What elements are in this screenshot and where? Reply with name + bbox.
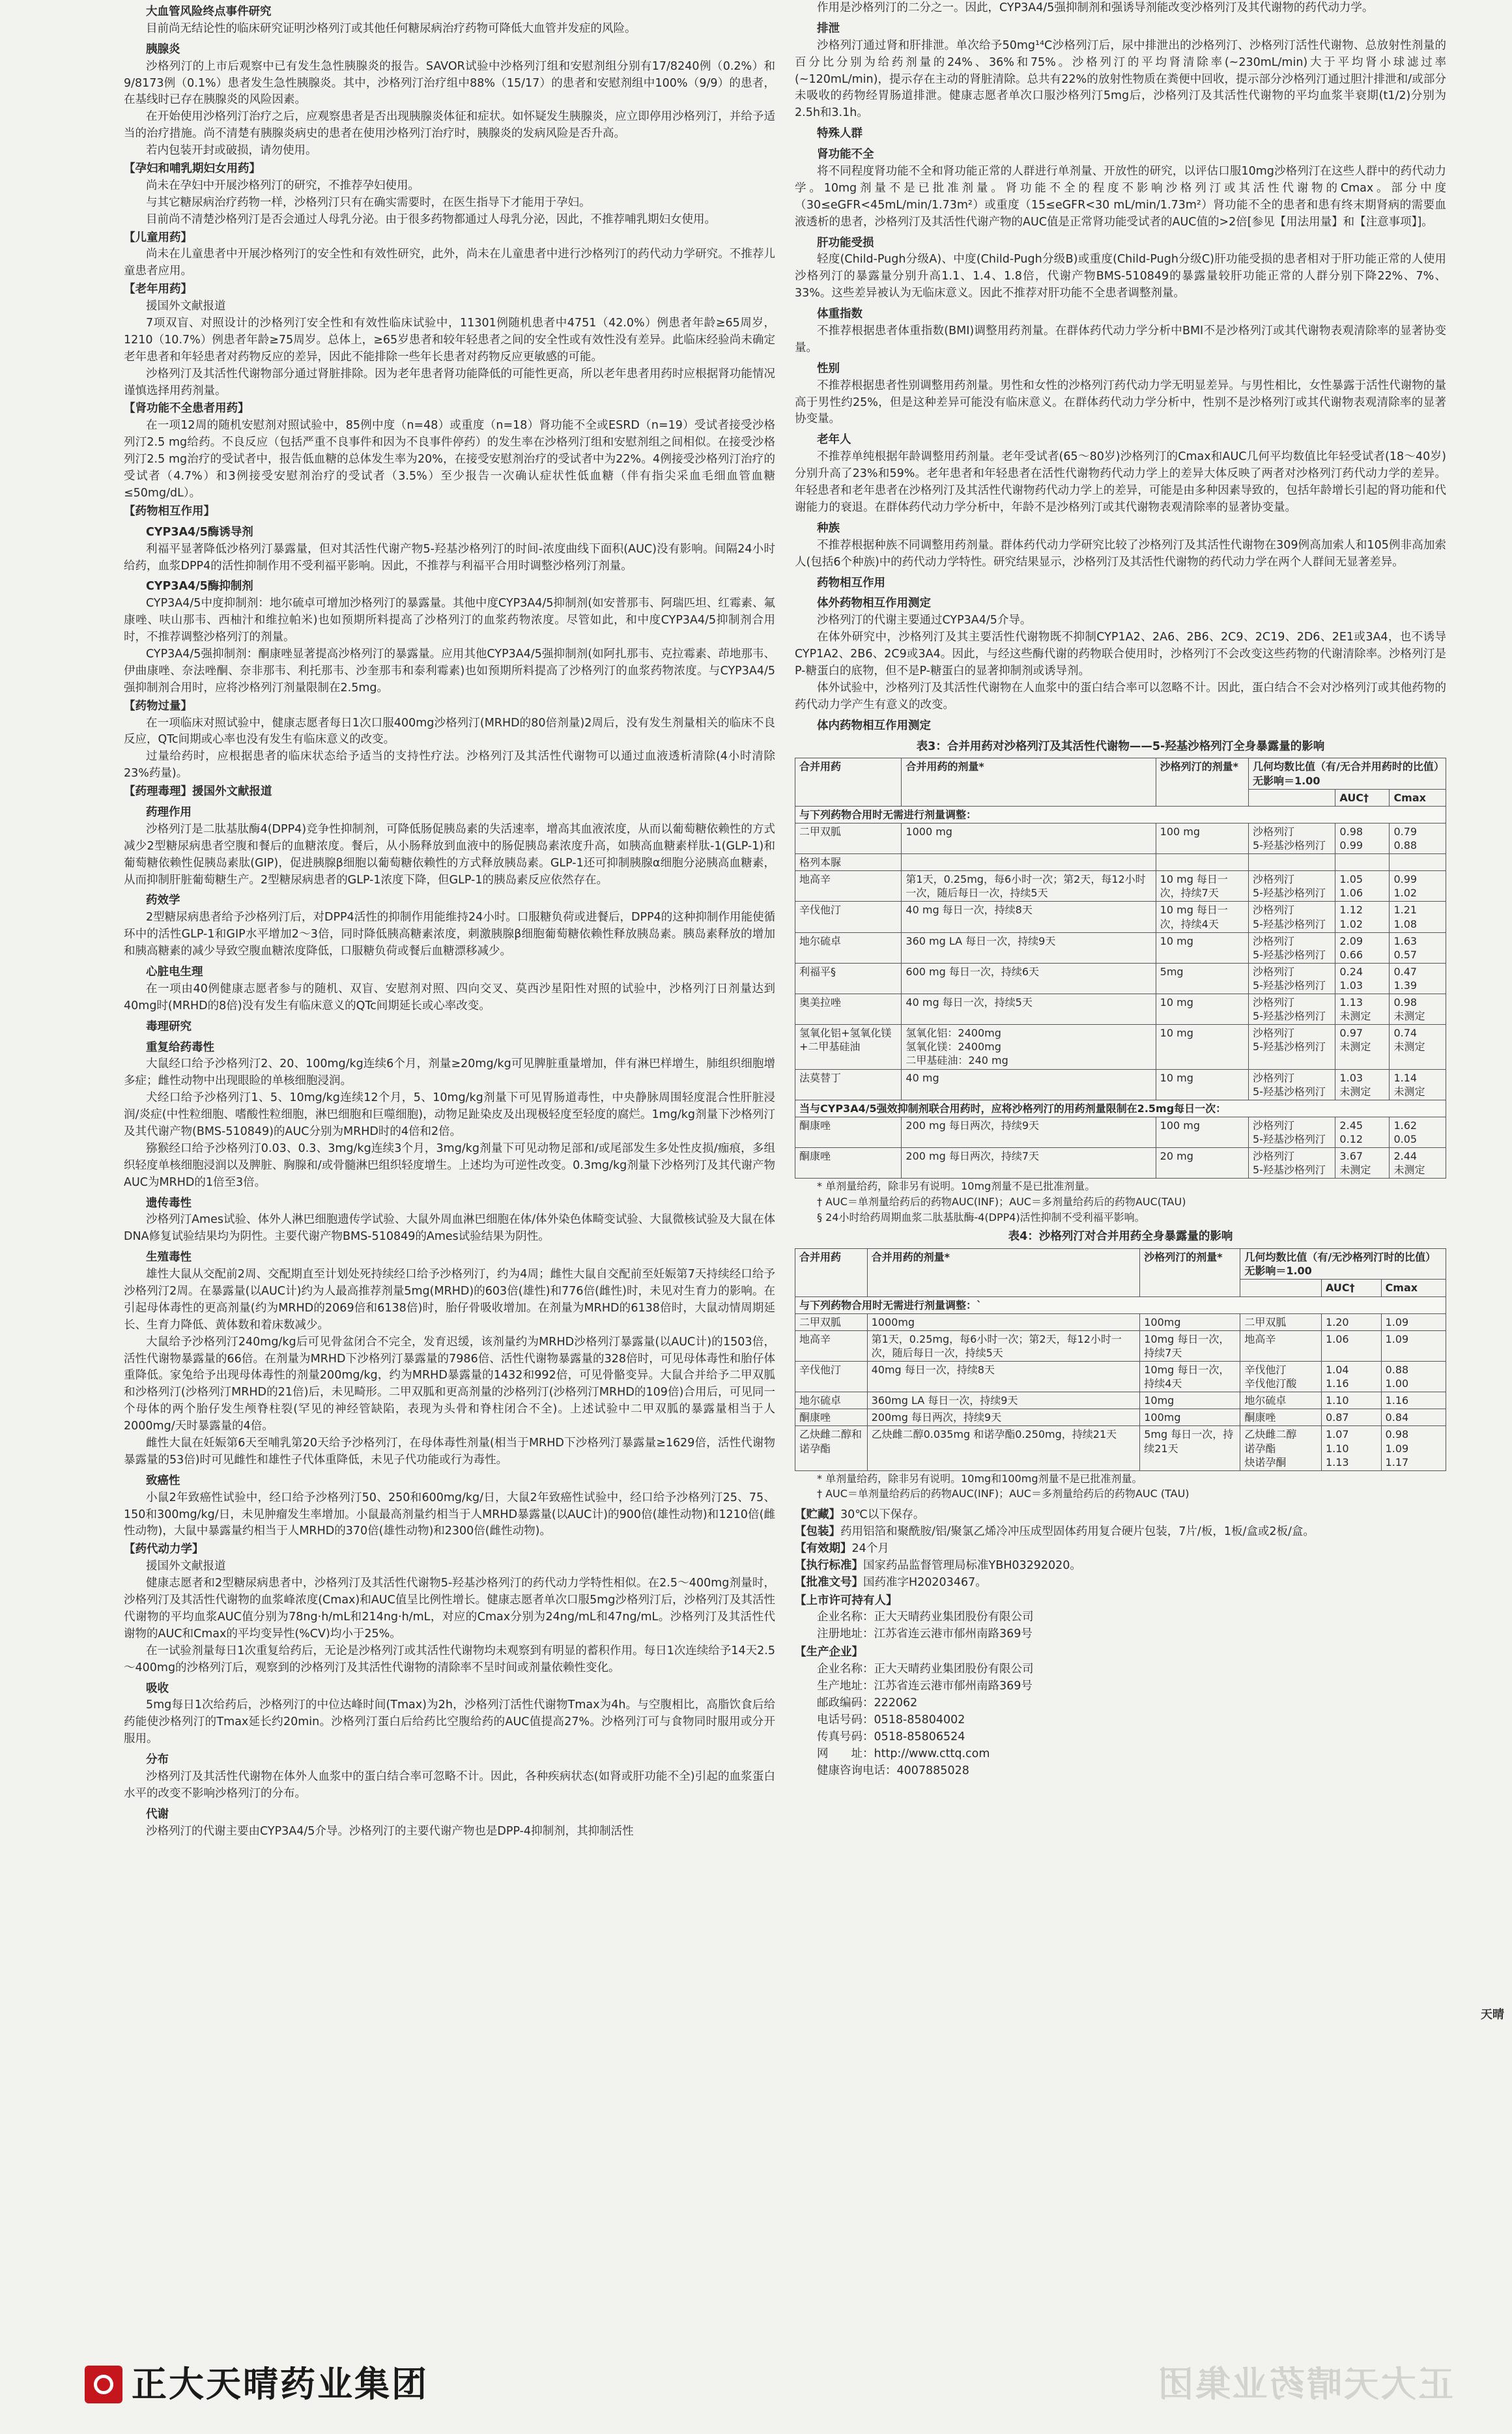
subsection-heading: 老年人: [817, 433, 851, 447]
table-cell: 酮康唑: [795, 1409, 868, 1426]
info-value: 药用铝箔和聚酰胺/铝/聚氯乙烯冷冲压成型固体药用复合硬片包装，7片/板，1板/盒或2板/盒。: [840, 1525, 1315, 1539]
table-row: [795, 1409, 1446, 1426]
table-cell: 600 mg 每日一次，持续6天: [902, 963, 1156, 994]
table-cell: 1.03 未测定: [1335, 1069, 1390, 1100]
info-line: [817, 1695, 1446, 1712]
table-3-title: 表3：合并用药对沙格列汀及其活性代谢物——5-羟基沙格列汀全身暴露量的影响: [916, 739, 1325, 753]
subsection-heading: CYP3A4/5酶抑制剂: [146, 580, 253, 594]
table-cell: 二甲双胍: [795, 823, 902, 853]
table-cell: [1156, 854, 1248, 871]
col-header: 沙格列汀的剂量*: [1156, 758, 1248, 806]
table-4-grid: [795, 1248, 1446, 1471]
table-cell: 1.16: [1381, 1392, 1446, 1409]
info-label: 网 址：: [817, 1747, 874, 1760]
paragraph: 大鼠经口给予沙格列汀2、20、100mg/kg连续6个月，剂量≥20mg/kg可见脾脏重量增加，伴有淋巴样增生，肺组织细胞增多症；雌性动物中出现眼睑的单核细胞浸润。: [124, 1057, 775, 1088]
subsection-heading: CYP3A4/5酶诱导剂: [146, 525, 253, 539]
subsection-heading: 吸收: [146, 1682, 169, 1695]
paragraph: 沙格列汀是二肽基肽酶4(DPP4)竞争性抑制剂，可降低肠促胰岛素的失活速率，增高其血液浓度，从而以葡萄糖依赖性的方式减少2型糖尿病患者空腹和餐后的血糖浓度。餐后，从小肠释放到血液中的肠促胰岛素浓度升高，如胰高血糖素样肽-1(GLP-1)和葡萄糖依赖性促胰岛素肽(GIP)，促进胰腺β细胞以葡萄糖依赖性的方式释放胰岛素。GLP-1还可抑制胰腺α细胞分泌胰高血糖素，从而抑制肝脏葡萄糖生产。2型糖尿病患者的GLP-1浓度下降，但GLP-1的胰岛素反应依然存在。: [124, 822, 775, 887]
table-cell: 40 mg: [902, 1069, 1156, 1100]
table-cell: 法莫替丁: [795, 1069, 902, 1100]
info-value: 正大天晴药业集团股份有限公司: [874, 1611, 1034, 1624]
table-note: † AUC＝单剂量给药后的药物AUC(INF)；AUC＝多剂量给药后的药物AUC (TAU): [817, 1487, 1190, 1500]
table-cell: 1.09: [1381, 1330, 1446, 1361]
product-info: [795, 1502, 1446, 1779]
table-cell: 地尔硫卓: [1240, 1392, 1322, 1409]
paragraph: 沙格列汀的代谢主要由CYP3A4/5介导。沙格列汀的主要代谢产物也是DPP-4抑制剂，其抑制活性: [146, 1824, 634, 1838]
table-cell: 沙格列汀 5-羟基沙格列汀: [1248, 994, 1335, 1025]
paragraph: 在一项12周的随机安慰剂对照试验中，85例中度（n=48）或重度（n=18）肾功能不全或ESRD（n=19）受试者接受沙格列汀2.5 mg给药。不良反应（包括严重不良事件和因为不良事件停药）的发生率在沙格列汀组和安慰剂组之间相似。在接受沙格列汀2.5 mg治疗的受试者中，报告低血糖的总体发生率为20%，在接受安慰剂治疗的受试者中为22%。4例接受沙格列汀治疗的受试者（4.7%）和3例接受安慰剂治疗的受试者（3.5%）至少报告一次确认症状性低血糖（伴有指尖采血毛细血管血糖≤50mg/dL）。: [124, 419, 775, 500]
table-cell: 氢氧化铝：2400mg 氢氧化镁：2400mg 二甲基硅油：240 mg: [902, 1025, 1156, 1069]
subsection-heading: 生殖毒性: [146, 1251, 192, 1265]
mirrored-logo: 正大天晴药业集团: [1156, 2364, 1453, 2405]
section-heading: 【孕妇和哺乳期妇女用药】: [124, 162, 261, 176]
table-cell: 5mg 每日一次，持续21天: [1140, 1426, 1240, 1470]
table-cell: 2.44 未测定: [1390, 1148, 1446, 1179]
subsection-heading: 药物相互作用: [817, 576, 885, 590]
info-heading: 【批准文号】: [795, 1575, 863, 1589]
table-cell: 1000 mg: [902, 823, 1156, 853]
side-mark: 天晴: [1481, 2008, 1504, 2022]
paragraph: 不推荐单纯根据年龄调整用药剂量。老年受试者(65～80岁)沙格列汀的Cmax和AUC几何平均数值比年轻受试者(18～40岁)分别升高了23%和59%。老年患者和年轻患者在活性代谢物药代动力学上的差异大体反映了两者对沙格列汀药代动力学的差异。年轻患者和老年患者在沙格列汀及其活性代谢物药代动力学上的差异，可能是由多种因素导致的，包括年龄增长引起的肾功能和代谢能力的衰退。在群体药代动力学分析中，年龄不是沙格列汀或其代谢物表观清除率的显著协变量。: [795, 450, 1446, 514]
section-heading: 【儿童用药】: [124, 231, 192, 244]
table-row: [795, 1025, 1446, 1069]
table-cell: 20 mg: [1156, 1148, 1248, 1179]
info-value: 0518-85806524: [874, 1730, 965, 1743]
section-heading: 【老年用药】: [124, 283, 192, 296]
table-cell: [902, 854, 1156, 871]
table-row: [795, 854, 1446, 871]
table-section-row: [795, 1100, 1446, 1117]
subsection-heading: 遗传毒性: [146, 1196, 192, 1210]
right-column: [795, 0, 1446, 1779]
table-cell: 40mg 每日一次，持续8天: [867, 1362, 1140, 1392]
table-cell: 乙炔雌二醇 诺孕酯 炔诺孕酮: [1240, 1426, 1322, 1470]
table-note: * 单剂量给药，除非另有说明。10mg和100mg剂量不是已批准剂量。: [817, 1472, 1143, 1485]
table-section-row: [795, 1296, 1446, 1313]
info-label: 生产地址：: [817, 1680, 874, 1693]
table-row: [795, 963, 1446, 994]
table-cell: 0.97 未测定: [1335, 1025, 1390, 1069]
info-label: 注册地址：: [817, 1627, 874, 1641]
paragraph: 在体外研究中，沙格列汀及其主要活性代谢物既不抑制CYP1A2、2A6、2B6、2C9、2C19、2D6、2E1或3A4，也不诱导CYP1A2、2B6、2C9或3A4。因此，与经这些酶代谢的药物联合使用时，沙格列汀不会改变这些药物的代谢清除率。沙格列汀是P-糖蛋白的底物，但不是P-糖蛋白的显著抑制剂或诱导剂。: [795, 631, 1446, 678]
table-cell: 100mg: [1140, 1409, 1240, 1426]
table-cell: 第1天，0.25mg，每6小时一次；第2天，每12小时一次，随后每日一次，持续5天: [867, 1330, 1140, 1361]
table-row: [795, 1426, 1446, 1470]
col-header: AUC†: [1321, 1280, 1381, 1296]
table-cell: 10mg 每日一次，持续7天: [1140, 1330, 1240, 1361]
info-label: 电话号码：: [817, 1713, 874, 1726]
table-cell: 1.63 0.57: [1390, 932, 1446, 963]
table-cell: 1.12 1.02: [1335, 902, 1390, 932]
paragraph: CYP3A4/5中度抑制剂：地尔硫卓可增加沙格列汀的暴露量。其他中度CYP3A4/5抑制剂(如安普那韦、阿瑞匹坦、红霉素、氟康唑、呋山那韦、西柚汁和维拉帕米)也如预期所料提高了沙格列汀的血浆药物浓度。尽管如此，和中度CYP3A4/5抑制剂合用时，不推荐调整沙格列汀的剂量。: [124, 597, 775, 644]
col-header: 合并用药: [795, 1249, 868, 1296]
paragraph: 与其它糖尿病治疗药物一样，沙格列汀只有在确实需要时，在医生指导下才能用于孕妇。: [146, 195, 591, 209]
table-row: [795, 1148, 1446, 1179]
info-value: 0518-85804002: [874, 1713, 965, 1726]
col-header: 沙格列汀的剂量*: [1140, 1249, 1240, 1296]
table-note: * 单剂量给药，除非另有说明。10mg剂量不是已批准剂量。: [817, 1180, 1096, 1193]
table-cell: 0.24 1.03: [1335, 963, 1390, 994]
table-header-row: [795, 758, 1446, 789]
info-heading: 【执行标准】: [795, 1558, 863, 1572]
subsection-heading: 体重指数: [817, 308, 863, 321]
info-value: 正大天晴药业集团股份有限公司: [874, 1663, 1034, 1676]
logo-mark-icon: [85, 2366, 122, 2403]
subsection-heading: 大血管风险终点事件研究: [146, 5, 272, 18]
table-note: † AUC＝单剂量给药后的药物AUC(INF)；AUC＝多剂量给药后的药物AUC(TAU): [817, 1196, 1186, 1209]
table-cell: 地高辛: [795, 1330, 868, 1361]
col-header: Cmax: [1390, 789, 1446, 806]
table-section-label: 当与CYP3A4/5强效抑制剂联合用药时，应将沙格列汀的用药剂量限制在2.5mg每日一次：: [795, 1100, 1446, 1117]
paragraph: 不推荐根据患者体重指数(BMI)调整用药剂量。在群体药代动力学分析中BMI不是沙格列汀或其代谢物表观清除率的显著协变量。: [795, 324, 1446, 354]
subsection-heading: 心脏电生理: [146, 965, 203, 979]
table-cell: 酮康唑: [795, 1148, 902, 1179]
table-cell: 沙格列汀 5-羟基沙格列汀: [1248, 871, 1335, 902]
table-cell: 100mg: [1140, 1313, 1240, 1330]
paragraph: 雌性大鼠在妊娠第6天至哺乳第20天给予沙格列汀，在母体毒性剂量(相当于MRHD下沙格列汀暴露量≥1629倍，活性代谢物暴露量的53倍)时可见雌性和雄性子代体重降低，未见子代功能或行为毒性。: [124, 1437, 775, 1467]
info-line: [795, 1541, 1446, 1558]
table-cell: 2.09 0.66: [1335, 932, 1390, 963]
subsection-heading: 药效学: [146, 894, 180, 908]
table-row: [795, 1117, 1446, 1147]
info-value: 30℃以下保存。: [840, 1508, 925, 1522]
table-cell: 1.04 1.16: [1321, 1362, 1381, 1392]
subsection-heading: 致癌性: [146, 1474, 180, 1487]
table-cell: 10 mg 每日一次，持续7天: [1156, 871, 1248, 902]
table-4-title: 表4：沙格列汀对合并用药全身暴露量的影响: [1008, 1230, 1233, 1244]
paragraph: 沙格列汀的上市后观察中已有发生急性胰腺炎的报告。SAVOR试验中沙格列汀组和安慰剂组分别有17/8240例（0.2%）和9/8173例（0.1%）患者发生急性胰腺炎。其中，沙格列汀治疗组中88%（15/17）的患者和安慰剂组中100%（9/9）的患者，在基线时已存在胰腺炎的风险因素。: [124, 59, 775, 107]
col-header: Cmax: [1381, 1280, 1446, 1296]
paragraph: 目前尚不清楚沙格列汀是否会通过人母乳分泌。由于很多药物都通过人母乳分泌，因此，不推荐哺乳期妇女使用。: [146, 212, 716, 226]
table-row: [795, 1313, 1446, 1330]
info-value: 4007885028: [896, 1764, 969, 1777]
table-cell: 200 mg 每日两次，持续9天: [902, 1117, 1156, 1147]
paragraph: 2型糖尿病患者给予沙格列汀后，对DPP4活性的抑制作用能维持24小时。口服糖负荷或进餐后，DPP4的这种抑制作用能使循环中的活性GLP-1和GIP水平增加2～3倍，同时降低胰高糖素浓度，刺激胰腺β细胞葡萄糖依赖性释放胰岛素。胰岛素释放的增加和胰高糖素的减少导致空腹血糖浓度降低，口服糖负荷或餐后血糖漂移减少。: [124, 911, 775, 958]
table-cell: 0.87: [1321, 1409, 1381, 1426]
table-cell: 10 mg: [1156, 1069, 1248, 1100]
table-cell: 奥美拉唑: [795, 994, 902, 1025]
table-row: [795, 1362, 1446, 1392]
table-cell: [1390, 854, 1446, 871]
table-cell: 沙格列汀 5-羟基沙格列汀: [1248, 902, 1335, 932]
info-line: [817, 1746, 1446, 1763]
table-cell: 100 mg: [1156, 1117, 1248, 1147]
table-cell: 沙格列汀 5-羟基沙格列汀: [1248, 823, 1335, 853]
info-heading: 【生产企业】: [795, 1646, 863, 1659]
info-line: [817, 1609, 1446, 1626]
paragraph: 沙格列汀通过肾和肝排泄。单次给予50mg¹⁴C沙格列汀后，尿中排泄出的沙格列汀、沙格列汀活性代谢物、总放射性剂量的百分比分别为给药剂量的24%、36%和75%。沙格列汀的平均肾清除率(~230mL/min)大于平均肾小球滤过率(~120mL/min)，提示存在主动的肾脏清除。总共有22%的放射性物质在粪便中回收，提示部分沙格列汀通过胆汁排泄和/或部分未吸收的药物经胃肠道排泄。健康志愿者单次口服沙格列汀5mg后，沙格列汀及其活性代谢物的平均血浆半衰期(t1/2)分别为2.5h和3.1h。: [795, 38, 1446, 120]
paragraph: 在一项由40例健康志愿者参与的随机、双盲、安慰剂对照、四向交叉、莫西沙星阳性对照的试验中，沙格列汀日剂量达到40mg时(MRHD的8倍)没有发生有临床意义的QTc间期延长或心率改变。: [124, 982, 775, 1012]
right-sections: [795, 0, 1446, 735]
table-cell: 地高辛: [1240, 1330, 1322, 1361]
table-cell: 沙格列汀 5-羟基沙格列汀: [1248, 1069, 1335, 1100]
paragraph: 7项双盲、对照设计的沙格列汀安全性和有效性临床试验中，11301例随机患者中4751（42.0%）例患者年龄≥65周岁，1210（10.7%）例患者年龄≥75周岁。总体上，≥65岁患者和较年轻患者之间的安全性或有效性没有差异。此临床经验尚未确定老年患者和年轻患者对药物反应的差异，因此不能排除一些年长患者对药物反应更敏感的可能。: [124, 317, 775, 364]
table-cell: 10 mg: [1156, 1025, 1248, 1069]
section-heading: 【药代动力学】: [124, 1543, 204, 1556]
info-line: [817, 1661, 1446, 1678]
table-cell: 10mg 每日一次，持续4天: [1140, 1362, 1240, 1392]
table-cell: 0.98 1.09 1.17: [1381, 1426, 1446, 1470]
table-cell: 5mg: [1156, 963, 1248, 994]
paragraph: 不推荐根据种族不同调整用药剂量。群体药代动力学研究比较了沙格列汀及其活性代谢物在309例高加索人和105例非高加索人(包括6个种族)中的药代动力学特性。研究结果显示，沙格列汀及其活性代谢物的药代动力学在两个人群间无显著差异。: [795, 538, 1446, 569]
table-cell: 1000mg: [867, 1313, 1140, 1330]
subsection-heading: 肾功能不全: [817, 148, 874, 162]
col-header-blank: [1248, 789, 1335, 806]
table-4: [795, 1229, 1446, 1502]
paragraph: 猕猴经口给予沙格列汀0.03、0.3、3mg/kg连续3个月，3mg/kg剂量下可见动物足部和/或尾部发生多处性皮损/痂痕，多组织轻度单核细胞浸润以及脾脏、胸腺和/或骨髓淋巴组织轻度增生。上述均为可逆性改变。0.3mg/kg剂量下沙格列汀及其代谢产物AUC为MRHD的1倍至3倍。: [124, 1141, 775, 1189]
table-section-row: [795, 806, 1446, 823]
table-cell: 0.79 0.88: [1390, 823, 1446, 853]
paragraph: 小鼠2年致癌性试验中，经口给予沙格列汀50、250和600mg/kg/日，大鼠2年致癌性试验中，经口给予沙格列汀25、75、150和300mg/kg/日，未见肿瘤发生率增加。小鼠最高剂量约相当于人MRHD暴露量(以AUC计)的900倍(雄性动物)和1210倍(雌性动物)，大鼠中暴露量约相当于人MRHD的370倍(雄性动物)和2300倍(雌性动物)。: [124, 1491, 775, 1538]
table-row: [795, 1392, 1446, 1409]
paragraph: 援国外文献报道: [146, 300, 226, 313]
table-cell: 氢氧化铝+氢氧化镁+二甲基硅油: [795, 1025, 902, 1069]
table-cell: 乙炔雌二醇和诺孕酯: [795, 1426, 868, 1470]
table-cell: 0.88 1.00: [1381, 1362, 1446, 1392]
paragraph: 沙格列汀及其活性代谢物部分通过肾脏排除。因为老年患者肾功能降低的可能性更高，所以老年患者用药时应根据肾功能情况谨慎选择用药剂量。: [124, 367, 775, 397]
paragraph: 轻度(Child-Pugh分级A)、中度(Child-Pugh分级B)或重度(Child-Pugh分级C)肝功能受损的患者相对于肝功能正常的人使用沙格列汀的暴露量分别升高1.1、1.4、1.8倍，代谢产物BMS-510849的暴露量较肝功能正常的人群分别下降22%、7%、33%。这些差异被认为无临床意义。因此不推荐对肝功能不全患者调整剂量。: [795, 253, 1446, 300]
table-cell: 1.06: [1321, 1330, 1381, 1361]
info-line: [795, 1558, 1446, 1575]
paragraph: 雄性大鼠从交配前2周、交配期直至计划处死持续经口给予沙格列汀，约为4周；雌性大鼠自交配前至妊娠第7天持续经口给予沙格列汀2周。在暴露量(以AUC计)约为人最高推荐剂量5mg(MRHD)的603倍(雄性)和776倍(雌性)时，未见对生育力的影响。在引起母体毒性的更高剂量(约为MRHD的2069倍和6138倍)时，胎仔骨吸收增加。在剂量为MRHD的6138倍时，大鼠动情周期延长、生育力降低、黄体数和着床数减少。: [124, 1268, 775, 1332]
info-heading: 【上市许可持有人】: [795, 1594, 898, 1607]
table-cell: 沙格列汀 5-羟基沙格列汀: [1248, 932, 1335, 963]
info-heading: 【贮藏】: [795, 1508, 840, 1522]
table-cell: 二甲双胍: [795, 1313, 868, 1330]
info-line: [817, 1678, 1446, 1695]
table-cell: 0.99 1.02: [1390, 871, 1446, 902]
subsection-heading: 体内药物相互作用测定: [817, 719, 931, 732]
paragraph: 在开始使用沙格列汀治疗之后，应观察患者是否出现胰腺炎体征和症状。如怀疑发生胰腺炎，应立即停用沙格列汀，并给予适当的治疗措施。尚不清楚有胰腺炎病史的患者在使用沙格列汀治疗时，胰腺炎的发病风险是否升高。: [124, 110, 775, 141]
section-heading: 【肾功能不全患者用药】: [124, 402, 250, 416]
table-cell: 酮康唑: [795, 1117, 902, 1147]
col-header-blank: [1240, 1280, 1322, 1296]
paragraph: 尚未在儿童患者中开展沙格列汀的安全性和有效性研究，此外，尚未在儿童患者中进行沙格列汀的药代动力学研究。不推荐儿童患者应用。: [124, 248, 775, 278]
info-heading: 【包装】: [795, 1525, 840, 1539]
paragraph: CYP3A4/5强抑制剂：酮康唑显著提高沙格列汀的暴露量。应用其他CYP3A4/5强抑制剂(如阿扎那韦、克拉霉素、茚地那韦、伊曲康唑、奈法唑酮、奈非那韦、利托那韦、沙奎那韦和泰利霉素)也如预期所料提高了沙格列汀的血浆药物浓度。与CYP3A4/5强抑制剂合用时，应将沙格列汀剂量限制在2.5mg。: [124, 647, 775, 694]
table-cell: 辛伐他汀 辛伐他汀酸: [1240, 1362, 1322, 1392]
table-cell: 10 mg: [1156, 932, 1248, 963]
section-heading: 【药理毒理】援国外文献报道: [124, 785, 272, 799]
table-cell: 1.09: [1381, 1313, 1446, 1330]
info-line: [817, 1712, 1446, 1729]
paragraph: 将不同程度肾功能不全和肾功能正常的人群进行单剂量、开放性的研究，以评估口服10mg沙格列汀在这些人群中的药代动力学。10mg剂量不是已批准剂量。肾功能不全的程度不影响沙格列汀或其活性代谢物的Cmax。部分中度（30≤eGFR<45mL/min/1.73m²）或重度（15≤eGFR<30 mL/min/1.73m²）肾功能不全的患者和患有终末期肾病的需要血液透析的患者，沙格列汀及其活性代谢产物的AUC值是正常肾功能受试者的AUC值的>2倍[参见【用法用量】和【注意事项】]。: [795, 165, 1446, 229]
info-line: [795, 1524, 1446, 1541]
paragraph: 沙格列汀Ames试验、体外人淋巴细胞遗传学试验、大鼠外周血淋巴细胞在体/体外染色体畸变试验、大鼠微核试验及大鼠在体DNA修复试验结果均为阴性。主要代谢产物BMS-510849的Ames试验结果为阴性。: [124, 1213, 775, 1244]
paragraph: 利福平显著降低沙格列汀暴露量，但对其活性代谢产物5-羟基沙格列汀的时间-浓度曲线下面积(AUC)没有影响。间隔24小时给药，血浆DPP4的活性抑制作用不受利福平影响。因此，不推荐与利福平合用时调整沙格列汀剂量。: [124, 542, 775, 573]
table-cell: 1.07 1.10 1.13: [1321, 1426, 1381, 1470]
info-label: 传真号码：: [817, 1730, 874, 1743]
info-line: [795, 1575, 1446, 1592]
subsection-heading: 特殊人群: [817, 127, 863, 141]
table-cell: 地尔硫卓: [795, 932, 902, 963]
col-header: AUC†: [1335, 789, 1390, 806]
paragraph: 若内包装开封或破损，请勿使用。: [146, 144, 317, 158]
info-value: 江苏省连云港市郁州南路369号: [874, 1680, 1033, 1693]
table-cell: 0.74 未测定: [1390, 1025, 1446, 1069]
info-label: 邮政编码：: [817, 1696, 874, 1710]
table-cell: 360 mg LA 每日一次，持续9天: [902, 932, 1156, 963]
subsection-heading: 重复给药毒性: [146, 1040, 214, 1054]
table-cell: 10mg: [1140, 1392, 1240, 1409]
subsection-heading: 种族: [817, 521, 840, 535]
table-row: [795, 994, 1446, 1025]
table-row: [795, 902, 1446, 932]
subsection-heading: 体外药物相互作用测定: [817, 597, 931, 610]
subsection-heading: 药理作用: [146, 805, 192, 819]
info-line: [795, 1507, 1446, 1524]
info-value: 江苏省连云港市郁州南路369号: [874, 1627, 1033, 1641]
subsection-heading: 排泄: [817, 21, 840, 35]
table-header-row: [795, 1249, 1446, 1280]
table-cell: 1.05 1.06: [1335, 871, 1390, 902]
paragraph: 目前尚无结论性的临床研究证明沙格列汀或其他任何糖尿病治疗药物可降低大血管并发症的风险。: [146, 21, 636, 35]
table-3: [795, 739, 1446, 1225]
info-label: 企业名称：: [817, 1611, 874, 1624]
paragraph: 体外试验中，沙格列汀及其活性代谢物在人血浆中的蛋白结合率可以忽略不计。因此，蛋白结合不会对沙格列汀或其他药物的药代动力学产生有意义的改变。: [795, 681, 1446, 711]
table-cell: 1.14 未测定: [1390, 1069, 1446, 1100]
table-cell: [1248, 854, 1335, 871]
paragraph: 犬经口给予沙格列汀1、5、10mg/kg连续12个月，5、10mg/kg剂量下可见胃肠道毒性，中央静脉周围轻度混合性肝脏浸润/炎症(中性粒细胞、嗜酸性粒细胞，淋巴细胞和巨噬细胞)，动物足趾染皮及出现极轻度至轻度的腐烂。1mg/kg剂量下沙格列汀及其代谢产物(BMS-510849)的AUC分别为MRHD时的4倍和2倍。: [124, 1091, 775, 1138]
table-cell: 沙格列汀 5-羟基沙格列汀: [1248, 1117, 1335, 1147]
table-cell: 1.21 1.08: [1390, 902, 1446, 932]
company-logo: [85, 2358, 429, 2411]
col-header: 合并用药的剂量*: [867, 1249, 1140, 1296]
info-line: [817, 1763, 1446, 1780]
paragraph: 作用是沙格列汀的二分之一。因此，CYP3A4/5强抑制剂和强诱导剂能改变沙格列汀及其代谢物的药代动力学。: [817, 1, 1374, 14]
paragraph: 5mg每日1次给药后，沙格列汀的中位达峰时间(Tmax)为2h，沙格列汀活性代谢物Tmax为4h。与空腹相比，高脂饮食后给药能使沙格列汀的Tmax延长约20min。沙格列汀蛋白后给药比空腹给药的AUC值提高27%。沙格列汀可与食物同时服用或分开服用。: [124, 1698, 775, 1746]
info-label: 企业名称：: [817, 1663, 874, 1676]
table-cell: 乙炔雌二醇0.035mg 和诺孕酯0.250mg，持续21天: [867, 1426, 1140, 1470]
table-row: [795, 823, 1446, 853]
col-header: 合并用药: [795, 758, 902, 806]
table-cell: 100 mg: [1156, 823, 1248, 853]
info-value: http://www.cttq.com: [874, 1747, 990, 1760]
subsection-heading: 毒理研究: [146, 1020, 192, 1033]
table-cell: 酮康唑: [1240, 1409, 1322, 1426]
table-cell: 地尔硫卓: [795, 1392, 868, 1409]
table-cell: 40 mg 每日一次，持续8天: [902, 902, 1156, 932]
table-cell: 3.67 未测定: [1335, 1148, 1390, 1179]
paragraph: 健康志愿者和2型糖尿病患者中，沙格列汀及其活性代谢物5-羟基沙格列汀的药代动力学特性相似。在2.5～400mg剂量时，沙格列汀及其活性代谢物的血浆峰浓度(Cmax)和AUC值呈比例性增长。健康志愿者单次口服5mg沙格列汀后，沙格列汀及其活性代谢物的平均血浆AUC值分别为78ng·h/mL和214ng·h/mL，对应的Cmax分别为24ng/mL和47ng/mL。沙格列汀及其活性代谢物的AUC和Cmax的平均变异性(%CV)均小于25%。: [124, 1577, 775, 1640]
table-row: [795, 871, 1446, 902]
table-cell: 1.13 未测定: [1335, 994, 1390, 1025]
section-heading: 【药物过量】: [124, 699, 192, 713]
table-cell: 二甲双胍: [1240, 1313, 1322, 1330]
table-cell: 格列本脲: [795, 854, 902, 871]
info-value: 国药准字H20203467。: [863, 1575, 987, 1589]
paragraph: 在一项临床对照试验中，健康志愿者每日1次口服400mg沙格列汀(MRHD的80倍剂量)2周后，没有发生剂量相关的临床不良反应，QTc间期或心率也没有发生有临床意义的改变。: [124, 716, 775, 747]
table-cell: 0.47 1.39: [1390, 963, 1446, 994]
info-value: 国家药品监督管理局标准YBH03292020。: [863, 1558, 1081, 1572]
table-cell: 1.62 0.05: [1390, 1117, 1446, 1147]
paragraph: 过量给药时，应根据患者的临床状态给予适当的支持性疗法。沙格列汀及其活性代谢物可以通过血液透析清除(4小时清除23%药量)。: [124, 750, 775, 780]
table-cell: 0.84: [1381, 1409, 1446, 1426]
info-value: 24个月: [851, 1541, 889, 1555]
table-cell: 沙格列汀 5-羟基沙格列汀: [1248, 1148, 1335, 1179]
paragraph: 沙格列汀的代谢主要通过CYP3A4/5介导。: [817, 614, 1032, 627]
table-note: § 24小时给药周期血浆二肽基肽酶-4(DPP4)活性抑制不受利福平影响。: [817, 1210, 1145, 1224]
table-cell: 1.20: [1321, 1313, 1381, 1330]
info-heading: 【有效期】: [795, 1541, 852, 1555]
left-column: [124, 0, 775, 1840]
info-value: 222062: [874, 1696, 918, 1710]
table-cell: [1335, 854, 1390, 871]
paragraph: 沙格列汀及其活性代谢物在体外人血浆中的蛋白结合率可忽略不计。因此，各种疾病状态(如肾或肝功能不全)引起的血浆蛋白水平的改变不影响沙格列汀的分布。: [124, 1769, 775, 1800]
table-cell: 第1天，0.25mg，每6小时一次；第2天，每12小时一次，随后每日一次，持续5天: [902, 871, 1156, 902]
col-header: 合并用药的剂量*: [902, 758, 1156, 806]
table-cell: 利福平§: [795, 963, 902, 994]
subsection-heading: 肝功能受损: [817, 236, 874, 250]
table-cell: 360mg LA 每日一次，持续9天: [867, 1392, 1140, 1409]
table-cell: 0.98 0.99: [1335, 823, 1390, 853]
table-row: [795, 1069, 1446, 1100]
col-header: 几何均数比值（有/无沙格列汀时的比值）无影响＝1.00: [1240, 1249, 1446, 1280]
table-cell: 10 mg 每日一次，持续4天: [1156, 902, 1248, 932]
table-3-grid: [795, 758, 1446, 1179]
table-cell: 辛伐他汀: [795, 902, 902, 932]
paragraph: 不推荐根据患者性别调整用药剂量。男性和女性的沙格列汀药代动力学无明显差异。与男性相比，女性暴露于活性代谢物的量高于男性约25%，但是这种差异可能没有临床意义。在群体药代动力学分析中，性别不是沙格列汀或其代谢物表观清除率的显著协变量。: [795, 379, 1446, 426]
info-line: [817, 1729, 1446, 1746]
table-section-label: 与下列药物合用时无需进行剂量调整：: [795, 806, 1446, 823]
table-cell: 辛伐他汀: [795, 1362, 868, 1392]
paragraph: 大鼠给予沙格列汀240mg/kg后可见骨盆闭合不完全，发育迟缓，该剂量约为MRHD沙格列汀暴露量(以AUC计)的1503倍，活性代谢物暴露量的66倍。在剂量为MRHD下沙格列汀暴露量的7986倍、活性代谢物暴露量的328倍时，可见母体毒性和胎仔体重降低。家兔给予出现母体毒性的剂量200mg/kg，约为MRHD暴露量的1432和992倍，可见骨骼变异。大鼠合并给予二甲双胍和沙格列汀(沙格列汀MRHD的21倍)后，未见畸形。二甲双胍和更高剂量的沙格列汀(沙格列汀MRHD的109倍)合用后，可见同一个母体的两个胎仔发生颅脊柱裂(罕见的神经管缺陷，表现为头骨和脊柱闭合不全)。上述试验中二甲双胍的暴露量相当于人2000mg/天时暴露量的4倍。: [124, 1335, 775, 1433]
table-cell: 2.45 0.12: [1335, 1117, 1390, 1147]
info-line: [817, 1626, 1446, 1643]
logo-text: 正大天晴药业集团: [132, 2364, 429, 2405]
table-row: [795, 1330, 1446, 1361]
paragraph: 援国外文献报道: [146, 1560, 226, 1573]
table-cell: 200mg 每日两次，持续9天: [867, 1409, 1140, 1426]
table-cell: 沙格列汀 5-羟基沙格列汀: [1248, 1025, 1335, 1069]
paragraph: 在一试验剂量每日1次重复给药后，无论是沙格列汀或其活性代谢物均未观察到有明显的蓄积作用。每日1次连续给予14天2.5～400mg的沙格列汀后，观察到的沙格列汀及其活性代谢物的清除率不呈时间或剂量依赖性变化。: [124, 1644, 775, 1674]
subsection-heading: 代谢: [146, 1807, 169, 1821]
col-header: 几何均数比值（有/无合并用药时的比值）无影响＝1.00: [1248, 758, 1446, 789]
table-row: [795, 932, 1446, 963]
subsection-heading: 分布: [146, 1753, 169, 1767]
paragraph: 尚未在孕妇中开展沙格列汀的研究，不推荐孕妇使用。: [146, 179, 420, 192]
table-section-label: 与下列药物合用时无需进行剂量调整：`: [795, 1296, 1446, 1313]
section-heading: 【药物相互作用】: [124, 504, 215, 518]
table-cell: 1.10: [1321, 1392, 1381, 1409]
table-cell: 0.98 未测定: [1390, 994, 1446, 1025]
subsection-heading: 性别: [817, 362, 840, 375]
info-label: 健康咨询电话：: [817, 1764, 897, 1777]
table-cell: 沙格列汀 5-羟基沙格列汀: [1248, 963, 1335, 994]
table-cell: 地高辛: [795, 871, 902, 902]
table-cell: 10 mg: [1156, 994, 1248, 1025]
subsection-heading: 胰腺炎: [146, 42, 180, 56]
table-cell: 200 mg 每日两次，持续7天: [902, 1148, 1156, 1179]
spacer: [795, 1502, 1446, 1507]
table-cell: 40 mg 每日一次，持续5天: [902, 994, 1156, 1025]
